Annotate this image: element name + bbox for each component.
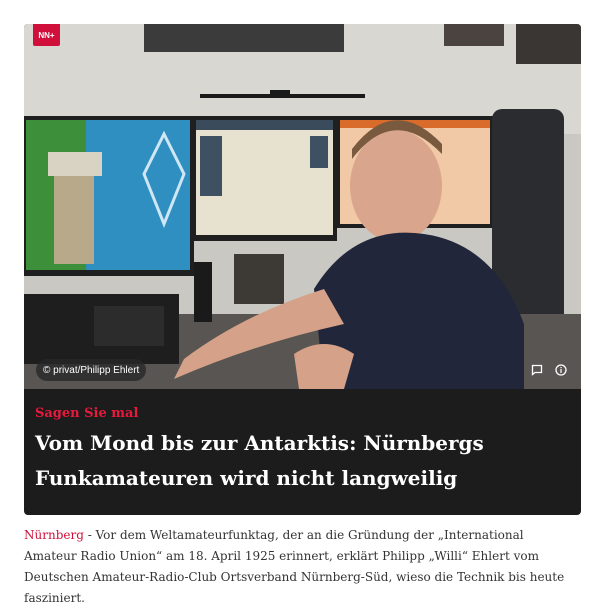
article-headline[interactable]: Vom Mond bis zur Antarktis: Nürnbergs Funkamateuren wird nicht langweilig <box>35 431 484 490</box>
photo-credit: © privat/Philipp Ehlert <box>36 359 146 381</box>
info-icon[interactable] <box>555 364 567 376</box>
article-photo[interactable] <box>24 24 581 389</box>
article-teaser <box>24 525 579 609</box>
teaser-text: - Vor dem Weltamateurfunktag, der an die Gründung der „International Amateur Radio Union“ am 18. April 1925 erinnert, erklärt Philipp „Willi“ Ehlert vom Deutschen Amateur-Radio-Club Ortsverband Nürnberg-Süd, wieso die Technik bis heute fasziniert. <box>24 528 565 605</box>
comment-icon[interactable] <box>531 364 543 376</box>
teaser-location: Nürnberg <box>24 528 84 542</box>
article-card[interactable] <box>24 24 581 515</box>
photo-illustration <box>24 24 581 389</box>
article-kicker: Sagen Sie mal <box>35 406 139 421</box>
nn-plus-badge: NN+ <box>33 24 60 46</box>
